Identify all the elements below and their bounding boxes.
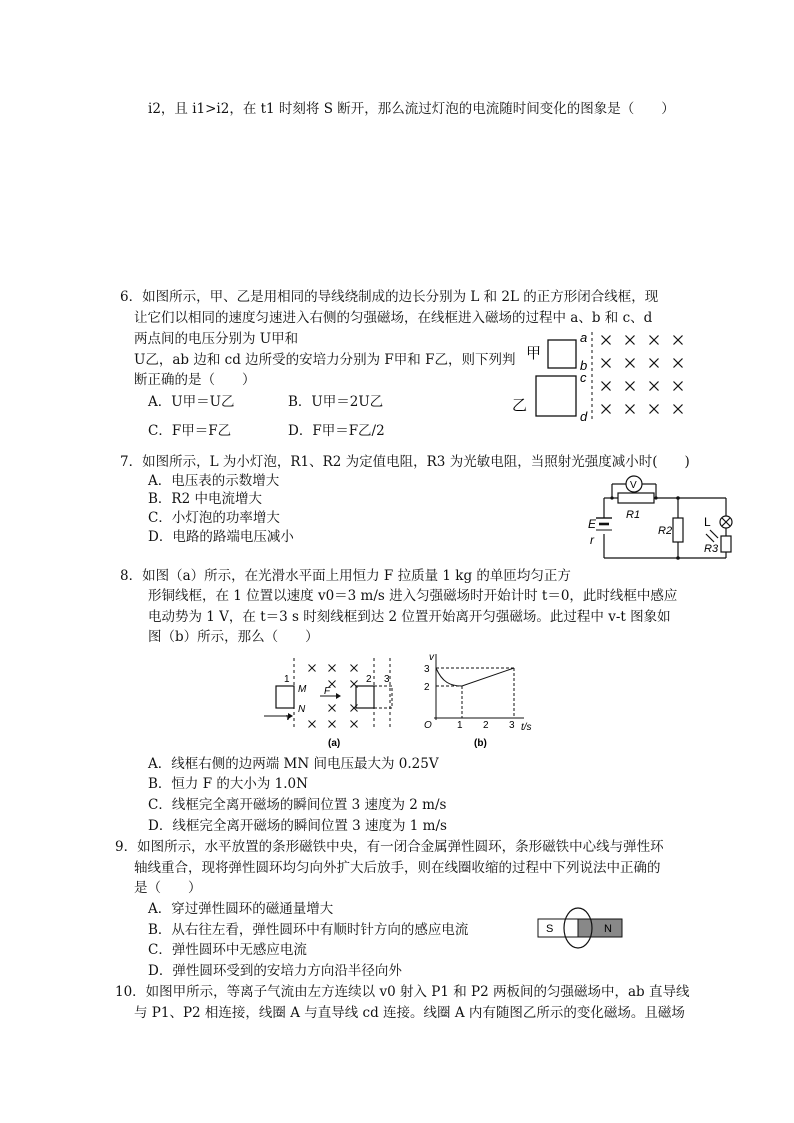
q10-line2: 与 P1、P2 相连接，线圈 A 与直导线 cd 连接。线圈 A 内有随图乙所示的变化磁场。且磁场 <box>134 1005 685 1021</box>
q8-frame-pos2 <box>356 686 374 708</box>
q7-label-r3: R3 <box>704 543 719 555</box>
q7-resistor-r1 <box>618 493 654 503</box>
q6-figure <box>510 326 690 426</box>
q9-line1: 9．如图所示，水平放置的条形磁铁中央，有一闭合金属弹性圆环，条形磁铁中心线与弹性环 <box>115 839 664 855</box>
q7-label-e: E <box>588 517 597 531</box>
q8b-tick-2: 2 <box>424 682 430 693</box>
q6-line1: 6．如图所示，甲、乙是用相同的导线绕制成的边长分别为 L 和 2L 的正方形闭合线框，现 <box>120 289 659 305</box>
q7-option-d: D．电路的路端电压减小 <box>148 529 294 545</box>
q8b-label-t: t/s <box>521 722 532 733</box>
q7-option-a: A．电压表的示数增大 <box>148 473 280 489</box>
q6-option-d: D．F甲＝F乙/2 <box>288 423 385 439</box>
q6-line2: 让它们以相同的速度匀速进入右侧的匀强磁场，在线框进入磁场的过程中 a、b 和 c、d <box>134 310 653 326</box>
q8b-caption: (b) <box>474 738 487 749</box>
q8b-tick-x2: 2 <box>483 720 489 731</box>
q8a-label-f: F <box>324 686 331 697</box>
q6-option-c: C．F甲＝F乙 <box>148 423 232 439</box>
intro-line: i2，且 i1>i2，在 t1 时刻将 S 断开，那么流过灯泡的电流随时间变化的图象是（ ） <box>148 101 675 117</box>
q7-resistor-r2 <box>673 518 683 542</box>
q8b-tick-x1: 1 <box>457 720 463 731</box>
q9-label-n: N <box>604 923 612 935</box>
q8-option-d: D．线框完全离开磁场的瞬间位置 3 速度为 1 m/s <box>148 818 447 834</box>
curve <box>436 668 514 686</box>
q9-line2: 轴线重合，现将弹性圆环均匀向外扩大后放手，则在线圈收缩的过程中下列说法中正确的 <box>134 860 661 876</box>
q9-magnet-s <box>538 919 578 937</box>
q8-line1: 8．如图（a）所示，在光滑水平面上用恒力 F 拉质量 1 kg 的单匝均匀正方 <box>120 568 571 584</box>
q7-option-b: B．R2 中电流增大 <box>148 491 262 507</box>
q7-resistor-r3 <box>721 536 731 552</box>
q8b-origin: O <box>424 720 432 731</box>
q6-option-a: A．U甲＝U乙 <box>148 394 235 410</box>
q8-option-b: B．恒力 F 的大小为 1.0N <box>148 776 308 792</box>
q6-label-c: c <box>580 370 587 385</box>
q6-field-crosses <box>602 336 683 414</box>
q8-frame-pos3 <box>374 686 392 708</box>
q8b-label-v: v <box>429 652 434 663</box>
q6-line3: 两点间的电压分别为 U甲和 <box>134 331 299 347</box>
q8b-tick-x3: 3 <box>509 720 515 731</box>
q8a-label-n: N <box>298 704 306 715</box>
q7-label-v: V <box>630 480 637 491</box>
q6-label-a: a <box>580 330 588 345</box>
q8-option-a: A．线框右侧的边两端 MN 间电压最大为 0.25V <box>148 756 439 772</box>
q6-option-b: B．U甲＝2U乙 <box>288 394 384 410</box>
q8-frame-pos1 <box>276 686 294 708</box>
q8-figure-b <box>420 648 536 752</box>
q9-option-c: C．弹性圆环中无感应电流 <box>148 942 307 958</box>
q6-frame-yi <box>536 376 576 416</box>
q8-figure-a <box>262 656 412 752</box>
q6-label-b: b <box>580 358 588 373</box>
q9-magnet-n <box>578 919 622 937</box>
q7-label-l: L <box>704 515 711 529</box>
q8a-label-3: 3 <box>384 674 390 685</box>
q8a-label-2: 2 <box>366 674 372 685</box>
q9-option-b: B．从右往左看，弹性圆环中有顺时针方向的感应电流 <box>148 922 469 938</box>
q9-label-s: S <box>546 923 554 935</box>
q7-label-r: r <box>590 533 594 547</box>
q8a-label-m: M <box>298 684 307 695</box>
q8a-caption: (a) <box>328 738 341 749</box>
q7-option-c: C．小灯泡的功率增大 <box>148 510 280 526</box>
q6-label-yi: 乙 <box>512 397 528 414</box>
q6-line4: U乙，ab 边和 cd 边所受的安培力分别为 F甲和 F乙，则下列判 <box>134 352 516 368</box>
q10-line1: 10．如图甲所示，等离子气流由左方连续以 v0 射入 P1 和 P2 两板间的匀强磁场中，ab 直导线 <box>115 984 690 1000</box>
q9-option-d: D．弹性圆环受到的安培力方向沿半径向外 <box>148 963 402 979</box>
q9-line3: 是（ ） <box>134 880 202 896</box>
q6-label-jia: 甲 <box>526 345 542 362</box>
q7-circuit <box>586 472 746 564</box>
q8a-label-1: 1 <box>284 674 290 685</box>
q8a-label-v: v <box>286 712 291 722</box>
q9-option-a: A．穿过弹性圆环的磁通量增大 <box>148 901 334 917</box>
q8-line2: 形铜线框，在 1 位置以速度 v0＝3 m/s 进入匀强磁场时开始计时 t＝0，此时线框中感应 <box>148 588 678 604</box>
q8b-tick-3: 3 <box>424 664 430 675</box>
q7-label-r1: R1 <box>626 509 641 521</box>
q8-option-c: C．线框完全离开磁场的瞬间位置 3 速度为 2 m/s <box>148 797 447 813</box>
q6-line5: 断正确的是（ ） <box>134 372 256 388</box>
q7-stem: 7．如图所示，L 为小灯泡，R1、R2 为定值电阻，R3 为光敏电阻，当照射光强度减小时( ) <box>120 454 690 470</box>
q8-line4: 图（b）所示，那么（ ） <box>148 629 319 645</box>
q6-label-d: d <box>580 409 588 424</box>
q6-frame-jia <box>548 340 576 368</box>
q7-label-r2: R2 <box>658 525 673 537</box>
q8-line3: 电动势为 1 V，在 t＝3 s 时刻线框到达 2 位置开始离开匀强磁场。此过程中 v-t 图象如 <box>148 609 671 625</box>
q9-figure <box>534 906 634 952</box>
